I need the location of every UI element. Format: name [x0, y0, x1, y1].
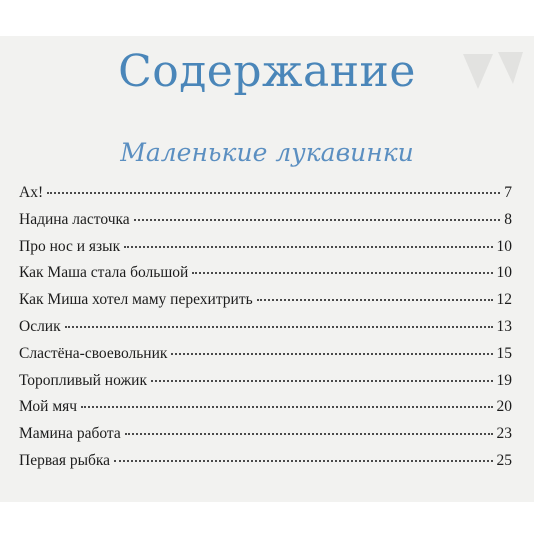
toc-entry-title: Мой мяч [19, 398, 78, 416]
toc-entry-title: Как Миша хотел маму перехитрить [19, 291, 253, 309]
toc-entry-title: Ах! [19, 184, 44, 201]
dot-leader [81, 406, 492, 408]
toc-entry-page: 13 [496, 317, 512, 335]
toc-entry [19, 238, 512, 265]
toc-entry [19, 291, 512, 318]
toc-entry-page: 23 [496, 425, 512, 443]
toc-entry [19, 452, 512, 479]
dot-leader [114, 460, 492, 462]
dot-leader [125, 433, 493, 435]
toc-entry-title: Про нос и язык [19, 237, 121, 255]
toc-entry [19, 425, 512, 452]
toc-entry [19, 372, 512, 399]
toc-entry-page: 10 [496, 237, 512, 255]
toc-entry-page: 10 [496, 264, 512, 282]
toc-entry [19, 345, 512, 372]
toc-entry-page: 8 [504, 210, 512, 228]
dot-leader [151, 380, 493, 382]
toc-entry-title: Надина ласточка [19, 210, 130, 228]
toc-entry-title: Как Маша стала большой [19, 264, 189, 282]
toc-entry-title: Торопливый ножик [19, 371, 147, 389]
book-page [0, 36, 534, 502]
toc-entry-page: 20 [496, 398, 512, 416]
toc-entry-title: Сластёна-своевольник [19, 344, 168, 362]
toc-entry-page: 12 [496, 291, 512, 309]
section-title: Маленькие лукавинки [120, 138, 414, 167]
toc-entry-page: 15 [496, 344, 512, 362]
toc-entry-page: 19 [496, 371, 512, 389]
toc-entry [19, 398, 512, 425]
toc-entry-title: Мамина работа [19, 425, 121, 443]
dot-leader [134, 219, 501, 221]
dot-leader [257, 299, 493, 301]
page-title: Содержание [118, 46, 416, 97]
toc-entry [19, 318, 512, 345]
dot-leader [47, 192, 500, 194]
dot-leader [65, 326, 493, 328]
table-of-contents [19, 184, 512, 479]
toc-entry-page: 25 [496, 451, 512, 469]
toc-entry [19, 211, 512, 238]
dot-leader [124, 246, 492, 248]
toc-entry-page: 7 [504, 184, 512, 201]
dot-leader [192, 272, 492, 274]
toc-entry-title: Ослик [19, 317, 61, 335]
toc-entry [19, 184, 512, 211]
dot-leader [171, 353, 492, 355]
toc-entry [19, 264, 512, 291]
toc-entry-title: Первая рыбка [19, 451, 111, 469]
